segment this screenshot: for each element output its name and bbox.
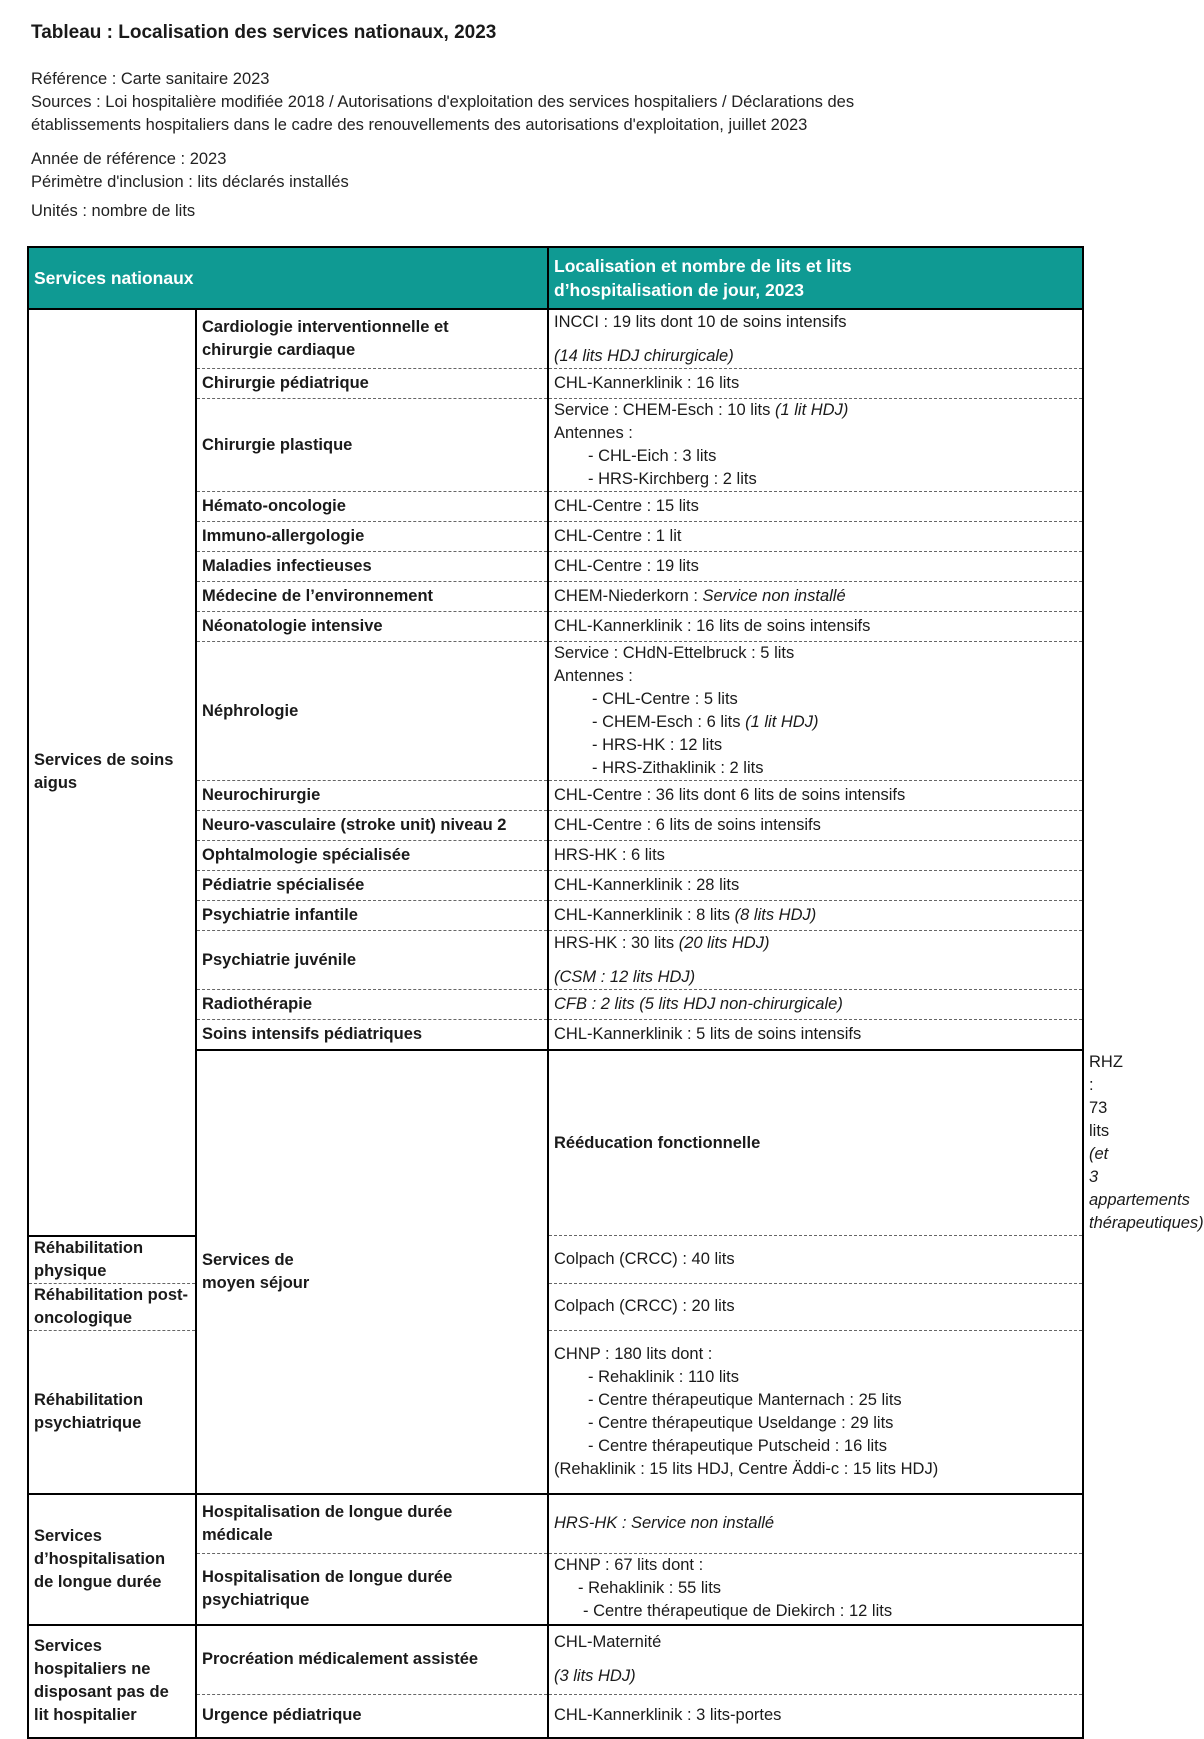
location-line: - Rehaklinik : 110 lits <box>588 1367 740 1386</box>
location-status: Service non installé <box>702 587 846 605</box>
service-location: HRS-HK : Service non installé <box>548 1494 1083 1554</box>
service-name-line: Cardiologie interventionnelle et <box>202 318 449 336</box>
location-line: (CSM : 12 lits HDJ) <box>554 967 696 986</box>
service-name <box>196 1494 548 1554</box>
service-name: Ophtalmologie spécialisée <box>196 841 548 871</box>
service-name: Radiothérapie <box>196 990 548 1020</box>
service-location: CHL-Centre : 36 lits dont 6 lits de soins intensifs <box>548 781 1083 811</box>
service-location <box>548 399 1083 492</box>
location-line: - Centre thérapeutique Useldange : 29 lits <box>588 1413 894 1432</box>
service-name-line: chirurgie cardiaque <box>202 341 356 359</box>
category-label: lit hospitalier <box>34 1706 137 1724</box>
service-name <box>196 309 548 369</box>
service-name-line: Hospitalisation de longue durée <box>202 1567 453 1586</box>
service-name-line: psychiatrique <box>202 1590 310 1609</box>
location-hdj: (1 lit HDJ) <box>774 401 849 419</box>
category-label: moyen séjour <box>202 1273 310 1292</box>
table-row <box>28 309 1083 369</box>
reference-year-line: Année de référence : 2023 <box>31 150 227 168</box>
service-name: Neuro-vasculaire (stroke unit) niveau 2 <box>196 811 548 841</box>
location-line: - CHL-Centre : 5 lits <box>592 690 738 708</box>
service-location: CHL-Kannerklinik : 5 lits de soins intensifs <box>548 1020 1083 1051</box>
service-location <box>548 931 1083 990</box>
service-location <box>548 642 1083 781</box>
service-name: Réhabilitation physique <box>28 1236 196 1284</box>
table-header-row <box>28 247 1083 309</box>
service-name: Chirurgie pédiatrique <box>196 369 548 399</box>
source-info <box>31 68 854 137</box>
service-name-line: Hospitalisation de longue durée <box>202 1502 453 1521</box>
units-line: Unités : nombre de lits <box>31 202 196 220</box>
category-moyen-sejour <box>196 1050 548 1494</box>
service-location <box>548 309 1083 369</box>
location-line: INCCI : 19 lits dont 10 de soins intensifs <box>554 312 847 331</box>
header-services: Services nationaux <box>28 247 548 309</box>
service-name: Procréation médicalement assistée <box>196 1625 548 1695</box>
location-hdj: (8 lits HDJ) <box>734 906 817 924</box>
service-location: CHL-Centre : 15 lits <box>548 492 1083 522</box>
service-name-line: médicale <box>202 1525 273 1544</box>
service-name: Médecine de l’environnement <box>196 582 548 612</box>
location-text: Service : CHEM-Esch : 10 lits <box>554 401 775 419</box>
service-name: Neurochirurgie <box>196 781 548 811</box>
service-name: Immuno-allergologie <box>196 522 548 552</box>
service-name: Néphrologie <box>196 642 548 781</box>
location-hdj: (1 lit HDJ) <box>745 713 819 731</box>
location-line: (14 lits HDJ chirurgicale) <box>554 346 734 365</box>
services-table <box>27 246 1204 1739</box>
location-line: (Rehaklinik : 15 lits HDJ, Centre Äddi-c : 15 lits HDJ) <box>554 1459 939 1478</box>
category-label: Services <box>34 1526 102 1545</box>
service-location: HRS-HK : 6 lits <box>548 841 1083 871</box>
category-soins-aigus <box>28 309 196 1236</box>
category-label: hospitaliers ne <box>34 1660 151 1678</box>
header-localisation-line: d’hospitalisation de jour, 2023 <box>554 280 804 300</box>
category-label: de longue durée <box>34 1572 162 1591</box>
service-name: Réhabilitation post-oncologique <box>28 1283 196 1330</box>
location-line: Service : CHdN-Ettelbruck : 5 lits <box>554 644 795 662</box>
category-label: Services de <box>202 1250 294 1269</box>
location-hdj: (20 lits HDJ) <box>678 933 770 952</box>
header-localisation-line: Localisation et nombre de lits et lits <box>554 256 852 276</box>
location-line: - HRS-HK : 12 lits <box>592 736 723 754</box>
location-text: CHEM-Niederkorn : <box>554 587 703 605</box>
location-line: - HRS-Kirchberg : 2 lits <box>588 470 757 488</box>
category-longue-duree <box>28 1494 196 1625</box>
table-row <box>28 1236 1083 1284</box>
service-location: CHL-Kannerklinik : 16 lits <box>548 369 1083 399</box>
service-name: Urgence pédiatrique <box>196 1694 548 1738</box>
location-text: RHZ : 73 lits <box>1089 1053 1123 1140</box>
service-name: Chirurgie plastique <box>196 399 548 492</box>
service-name: Hémato-oncologie <box>196 492 548 522</box>
location-line: - CHL-Eich : 3 lits <box>588 447 717 465</box>
service-location: Colpach (CRCC) : 20 lits <box>548 1283 1083 1330</box>
service-location: Colpach (CRCC) : 40 lits <box>548 1236 1083 1284</box>
location-line: Antennes : <box>554 424 633 442</box>
table-row <box>28 1283 1083 1330</box>
service-location: CHL-Centre : 1 lit <box>548 522 1083 552</box>
service-location <box>548 1625 1083 1695</box>
location-line: - HRS-Zithaklinik : 2 lits <box>592 759 764 777</box>
location-line: (3 lits HDJ) <box>554 1667 636 1685</box>
category-label: d’hospitalisation <box>34 1549 166 1568</box>
location-line: - Centre thérapeutique de Diekirch : 12 lits <box>583 1602 893 1620</box>
service-name <box>196 1553 548 1625</box>
service-name: Réhabilitation psychiatrique <box>28 1330 196 1494</box>
scope-info <box>31 148 349 194</box>
table-row <box>28 1625 1083 1695</box>
sources-line: Sources : Loi hospitalière modifiée 2018 / Autorisations d'exploitation des services hospitaliers / Déclarations des <box>31 93 855 111</box>
service-location <box>548 1330 1083 1494</box>
category-label: Services <box>34 1637 102 1655</box>
location-line: Antennes : <box>554 667 633 685</box>
service-name: Psychiatrie infantile <box>196 901 548 931</box>
service-name: Pédiatrie spécialisée <box>196 871 548 901</box>
table-row <box>28 1494 1083 1554</box>
category-label: aigus <box>34 774 78 793</box>
category-label: disposant pas de <box>34 1683 169 1701</box>
service-location <box>548 1553 1083 1625</box>
category-sans-lit <box>28 1625 196 1738</box>
location-text: CHL-Kannerklinik : 8 lits <box>554 906 735 924</box>
service-location <box>548 582 1083 612</box>
location-line: CHNP : 180 lits dont : <box>554 1344 713 1363</box>
category-label: Services de soins <box>34 751 174 770</box>
service-name: Néonatologie intensive <box>196 612 548 642</box>
service-name: Maladies infectieuses <box>196 552 548 582</box>
service-location: CHL-Kannerklinik : 3 lits-portes <box>548 1694 1083 1738</box>
page-title: Tableau : Localisation des services nationaux, 2023 <box>31 22 497 43</box>
location-note: (et 3 appartements thérapeutiques) <box>1089 1145 1204 1232</box>
location-line: CHNP : 67 lits dont : <box>554 1556 704 1574</box>
service-location: CHL-Kannerklinik : 16 lits de soins intensifs <box>548 612 1083 642</box>
service-location: CFB : 2 lits (5 lits HDJ non-chirurgicale) <box>548 990 1083 1020</box>
location-line: CHL-Maternité <box>554 1633 662 1651</box>
service-location: CHL-Kannerklinik : 28 lits <box>548 871 1083 901</box>
header-localisation <box>548 247 1083 309</box>
table-row <box>28 1330 1083 1494</box>
location-line: - Rehaklinik : 55 lits <box>578 1579 722 1597</box>
service-name: Soins intensifs pédiatriques <box>196 1020 548 1051</box>
sources-line-continued: établissements hospitaliers dans le cadre des renouvellements des autorisations d'exploitation, juillet 2023 <box>31 116 808 134</box>
service-location: CHL-Centre : 6 lits de soins intensifs <box>548 811 1083 841</box>
location-text: - CHEM-Esch : 6 lits <box>592 713 746 731</box>
service-name: Rééducation fonctionnelle <box>548 1050 1083 1236</box>
inclusion-scope-line: Périmètre d'inclusion : lits déclarés installés <box>31 173 349 191</box>
location-text: HRS-HK : 30 lits <box>554 933 679 952</box>
service-name: Psychiatrie juvénile <box>196 931 548 990</box>
location-line: - Centre thérapeutique Putscheid : 16 lits <box>588 1436 888 1455</box>
service-location: CHL-Centre : 19 lits <box>548 552 1083 582</box>
reference-line: Référence : Carte sanitaire 2023 <box>31 70 270 88</box>
service-location <box>548 901 1083 931</box>
location-line: - Centre thérapeutique Manternach : 25 lits <box>588 1390 902 1409</box>
